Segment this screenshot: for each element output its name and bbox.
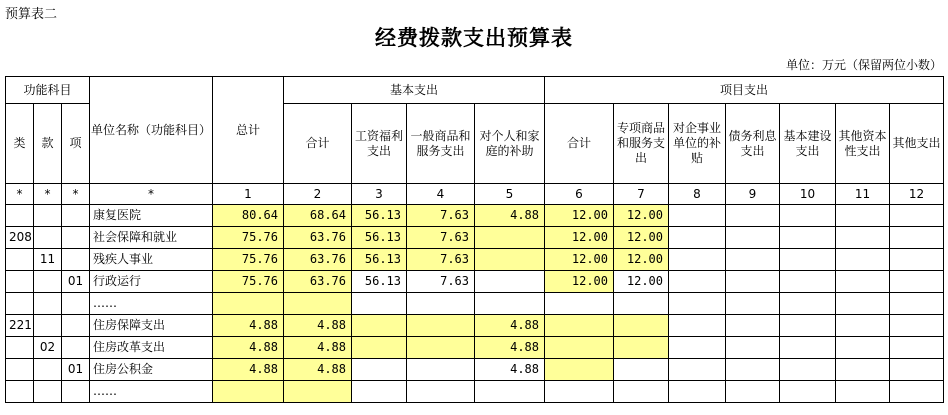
- cell-lei: [6, 381, 34, 403]
- cell-other-capital: [836, 205, 890, 227]
- header-general-goods: 一般商品和服务支出: [407, 104, 475, 184]
- cell-other-capital: [836, 381, 890, 403]
- cell-general-goods: [407, 337, 475, 359]
- cell-name: 住房改革支出: [90, 337, 213, 359]
- cell-total: 75.76: [213, 249, 284, 271]
- cell-general-goods: 7.63: [407, 227, 475, 249]
- cell-basic-sum: [284, 381, 352, 403]
- cell-debt-interest: [726, 205, 780, 227]
- cell-enterprise-subsidy: [669, 205, 726, 227]
- cell-personal-aid: 4.88: [475, 205, 545, 227]
- index-cell: 6: [545, 184, 614, 205]
- cell-project-sum: [545, 337, 614, 359]
- cell-other-expense: [890, 293, 944, 315]
- cell-personal-aid: [475, 293, 545, 315]
- cell-project-sum: 12.00: [545, 249, 614, 271]
- header-lei: 类: [6, 104, 34, 184]
- table-row: [6, 271, 944, 293]
- cell-total: 75.76: [213, 227, 284, 249]
- cell-enterprise-subsidy: [669, 271, 726, 293]
- cell-personal-aid: [475, 249, 545, 271]
- cell-special-goods: [614, 315, 669, 337]
- header-kuan: 款: [34, 104, 62, 184]
- cell-wage: [352, 359, 407, 381]
- cell-xiang: [62, 315, 90, 337]
- cell-special-goods: 12.00: [614, 227, 669, 249]
- cell-enterprise-subsidy: [669, 359, 726, 381]
- cell-enterprise-subsidy: [669, 337, 726, 359]
- cell-name: 社会保障和就业: [90, 227, 213, 249]
- cell-other-capital: [836, 271, 890, 293]
- cell-other-capital: [836, 315, 890, 337]
- cell-debt-interest: [726, 381, 780, 403]
- cell-wage: [352, 315, 407, 337]
- cell-special-goods: 12.00: [614, 205, 669, 227]
- cell-wage: 56.13: [352, 205, 407, 227]
- cell-lei: 221: [6, 315, 34, 337]
- sheet-label: 预算表二: [5, 7, 58, 22]
- cell-kuan: 02: [34, 337, 62, 359]
- header-special-goods: 专项商品和服务支出: [614, 104, 669, 184]
- cell-debt-interest: [726, 337, 780, 359]
- cell-general-goods: 7.63: [407, 205, 475, 227]
- cell-kuan: [34, 359, 62, 381]
- cell-other-expense: [890, 249, 944, 271]
- cell-xiang: 01: [62, 271, 90, 293]
- cell-personal-aid: 4.88: [475, 337, 545, 359]
- header-total: 总计: [213, 77, 284, 184]
- table-row: [6, 205, 944, 227]
- cell-general-goods: [407, 315, 475, 337]
- index-cell: 7: [614, 184, 669, 205]
- cell-basic-sum: 4.88: [284, 315, 352, 337]
- cell-total: 80.64: [213, 205, 284, 227]
- index-cell: 2: [284, 184, 352, 205]
- cell-name: ……: [90, 381, 213, 403]
- cell-infrastructure: [780, 271, 836, 293]
- cell-lei: [6, 271, 34, 293]
- cell-infrastructure: [780, 205, 836, 227]
- cell-name: 住房公积金: [90, 359, 213, 381]
- cell-kuan: [34, 315, 62, 337]
- cell-basic-sum: 68.64: [284, 205, 352, 227]
- cell-general-goods: 7.63: [407, 271, 475, 293]
- cell-enterprise-subsidy: [669, 293, 726, 315]
- cell-other-expense: [890, 227, 944, 249]
- cell-general-goods: [407, 381, 475, 403]
- cell-project-sum: [545, 359, 614, 381]
- cell-infrastructure: [780, 337, 836, 359]
- index-cell: 5: [475, 184, 545, 205]
- header-project-sum: 合计: [545, 104, 614, 184]
- cell-other-expense: [890, 315, 944, 337]
- cell-basic-sum: 4.88: [284, 359, 352, 381]
- index-cell: 4: [407, 184, 475, 205]
- cell-name: 残疾人事业: [90, 249, 213, 271]
- table-row: [6, 293, 944, 315]
- cell-lei: [6, 337, 34, 359]
- cell-basic-sum: 4.88: [284, 337, 352, 359]
- cell-name: 行政运行: [90, 271, 213, 293]
- header-other-capital: 其他资本性支出: [836, 104, 890, 184]
- cell-kuan: [34, 293, 62, 315]
- cell-lei: [6, 205, 34, 227]
- cell-project-sum: [545, 381, 614, 403]
- cell-general-goods: 7.63: [407, 249, 475, 271]
- cell-name: 康复医院: [90, 205, 213, 227]
- cell-kuan: [34, 227, 62, 249]
- cell-debt-interest: [726, 249, 780, 271]
- cell-enterprise-subsidy: [669, 315, 726, 337]
- cell-lei: [6, 249, 34, 271]
- cell-special-goods: [614, 359, 669, 381]
- cell-total: 4.88: [213, 315, 284, 337]
- cell-wage: [352, 293, 407, 315]
- budget-table: [5, 76, 944, 403]
- cell-debt-interest: [726, 359, 780, 381]
- index-cell: *: [34, 184, 62, 205]
- unit-note: 单位：万元（保留两位小数）: [785, 58, 942, 72]
- cell-name: 住房保障支出: [90, 315, 213, 337]
- cell-infrastructure: [780, 293, 836, 315]
- cell-special-goods: [614, 337, 669, 359]
- index-cell: 11: [836, 184, 890, 205]
- table-row: [6, 227, 944, 249]
- cell-infrastructure: [780, 359, 836, 381]
- header-basic: 基本支出: [284, 77, 545, 104]
- page-title: 经费拨款支出预算表: [375, 25, 573, 50]
- cell-project-sum: [545, 315, 614, 337]
- cell-basic-sum: 63.76: [284, 271, 352, 293]
- cell-personal-aid: [475, 381, 545, 403]
- cell-other-expense: [890, 337, 944, 359]
- cell-project-sum: 12.00: [545, 227, 614, 249]
- cell-debt-interest: [726, 271, 780, 293]
- cell-project-sum: [545, 293, 614, 315]
- cell-infrastructure: [780, 315, 836, 337]
- cell-special-goods: [614, 381, 669, 403]
- cell-other-expense: [890, 381, 944, 403]
- cell-other-expense: [890, 359, 944, 381]
- cell-enterprise-subsidy: [669, 227, 726, 249]
- header-enterprise-subsidy: 对企事业单位的补贴: [669, 104, 726, 184]
- header-debt-interest: 债务利息支出: [726, 104, 780, 184]
- cell-basic-sum: 63.76: [284, 227, 352, 249]
- cell-wage: [352, 381, 407, 403]
- cell-total: [213, 381, 284, 403]
- cell-personal-aid: [475, 271, 545, 293]
- header-xiang: 项: [62, 104, 90, 184]
- index-cell: 12: [890, 184, 944, 205]
- cell-debt-interest: [726, 315, 780, 337]
- index-cell: *: [90, 184, 213, 205]
- cell-other-expense: [890, 205, 944, 227]
- table-row: [6, 337, 944, 359]
- cell-kuan: [34, 381, 62, 403]
- cell-xiang: 01: [62, 359, 90, 381]
- table-row: [6, 359, 944, 381]
- index-cell: *: [6, 184, 34, 205]
- cell-xiang: [62, 227, 90, 249]
- cell-infrastructure: [780, 249, 836, 271]
- header-func-subject: 功能科目: [6, 77, 90, 104]
- cell-project-sum: 12.00: [545, 205, 614, 227]
- index-row: [6, 184, 944, 205]
- cell-wage: 56.13: [352, 227, 407, 249]
- table-row: [6, 381, 944, 403]
- index-cell: 1: [213, 184, 284, 205]
- cell-lei: [6, 359, 34, 381]
- cell-special-goods: 12.00: [614, 271, 669, 293]
- cell-enterprise-subsidy: [669, 381, 726, 403]
- cell-special-goods: [614, 293, 669, 315]
- table-row: [6, 249, 944, 271]
- index-cell: 3: [352, 184, 407, 205]
- cell-personal-aid: [475, 227, 545, 249]
- cell-total: 4.88: [213, 337, 284, 359]
- index-cell: 8: [669, 184, 726, 205]
- cell-xiang: [62, 337, 90, 359]
- cell-enterprise-subsidy: [669, 249, 726, 271]
- cell-personal-aid: 4.88: [475, 315, 545, 337]
- cell-infrastructure: [780, 227, 836, 249]
- cell-kuan: [34, 271, 62, 293]
- cell-name: ……: [90, 293, 213, 315]
- cell-special-goods: 12.00: [614, 249, 669, 271]
- header-unit-name: 单位名称（功能科目）: [90, 77, 213, 184]
- cell-wage: 56.13: [352, 249, 407, 271]
- cell-xiang: [62, 205, 90, 227]
- cell-debt-interest: [726, 227, 780, 249]
- cell-kuan: 11: [34, 249, 62, 271]
- cell-general-goods: [407, 359, 475, 381]
- cell-kuan: [34, 205, 62, 227]
- cell-wage: 56.13: [352, 271, 407, 293]
- cell-other-expense: [890, 271, 944, 293]
- header-wage: 工资福利支出: [352, 104, 407, 184]
- cell-wage: [352, 337, 407, 359]
- table-row: [6, 315, 944, 337]
- cell-xiang: [62, 293, 90, 315]
- cell-other-capital: [836, 337, 890, 359]
- cell-lei: 208: [6, 227, 34, 249]
- cell-other-capital: [836, 359, 890, 381]
- cell-personal-aid: 4.88: [475, 359, 545, 381]
- cell-general-goods: [407, 293, 475, 315]
- cell-infrastructure: [780, 381, 836, 403]
- header-basic-sum: 合计: [284, 104, 352, 184]
- cell-total: [213, 293, 284, 315]
- cell-other-capital: [836, 293, 890, 315]
- cell-xiang: [62, 249, 90, 271]
- cell-total: 4.88: [213, 359, 284, 381]
- header-infrastructure: 基本建设支出: [780, 104, 836, 184]
- cell-basic-sum: 63.76: [284, 249, 352, 271]
- cell-other-capital: [836, 249, 890, 271]
- cell-total: 75.76: [213, 271, 284, 293]
- index-cell: 9: [726, 184, 780, 205]
- index-cell: *: [62, 184, 90, 205]
- cell-debt-interest: [726, 293, 780, 315]
- header-personal-aid: 对个人和家庭的补助: [475, 104, 545, 184]
- cell-other-capital: [836, 227, 890, 249]
- header-other-expense: 其他支出: [890, 104, 944, 184]
- cell-xiang: [62, 381, 90, 403]
- table-body: [6, 205, 944, 403]
- header-project: 项目支出: [545, 77, 944, 104]
- cell-project-sum: 12.00: [545, 271, 614, 293]
- index-cell: 10: [780, 184, 836, 205]
- cell-basic-sum: [284, 293, 352, 315]
- cell-lei: [6, 293, 34, 315]
